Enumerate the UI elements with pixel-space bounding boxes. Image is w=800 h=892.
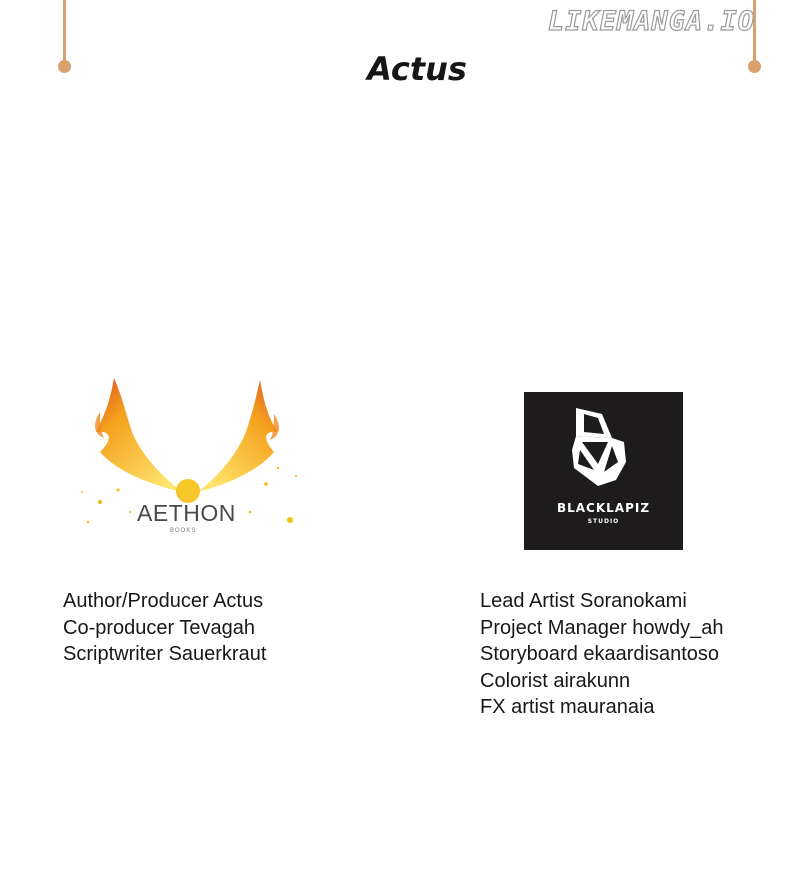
aethon-logo-sub: BOOKS (170, 528, 197, 534)
credits-right (480, 588, 723, 721)
page-title: Actus (367, 50, 467, 88)
credits-left (63, 588, 266, 668)
credit-line: Author/Producer Actus (63, 590, 264, 612)
aethon-logo-name: AETHON (137, 500, 236, 526)
credit-line: Scriptwriter Sauerkraut (63, 643, 267, 665)
blacklapiz-logo-sub: STUDIO (587, 518, 620, 525)
blacklapiz-logo (524, 392, 683, 550)
credit-line: Storyboard ekaardisantoso (480, 643, 720, 665)
credit-line: Lead Artist Soranokami (480, 590, 687, 612)
credit-line: FX artist mauranaia (480, 696, 655, 718)
diamond-icon (568, 406, 630, 488)
credit-line: Co-producer Tevagah (63, 616, 255, 639)
aethon-logo (70, 372, 310, 544)
credit-line: Project Manager howdy_ah (480, 616, 724, 639)
credit-line: Colorist airakunn (480, 669, 631, 692)
blacklapiz-logo-name: BLACKLAPIZ (556, 501, 651, 515)
watermark: LIKEMANGA.IO (548, 6, 756, 37)
